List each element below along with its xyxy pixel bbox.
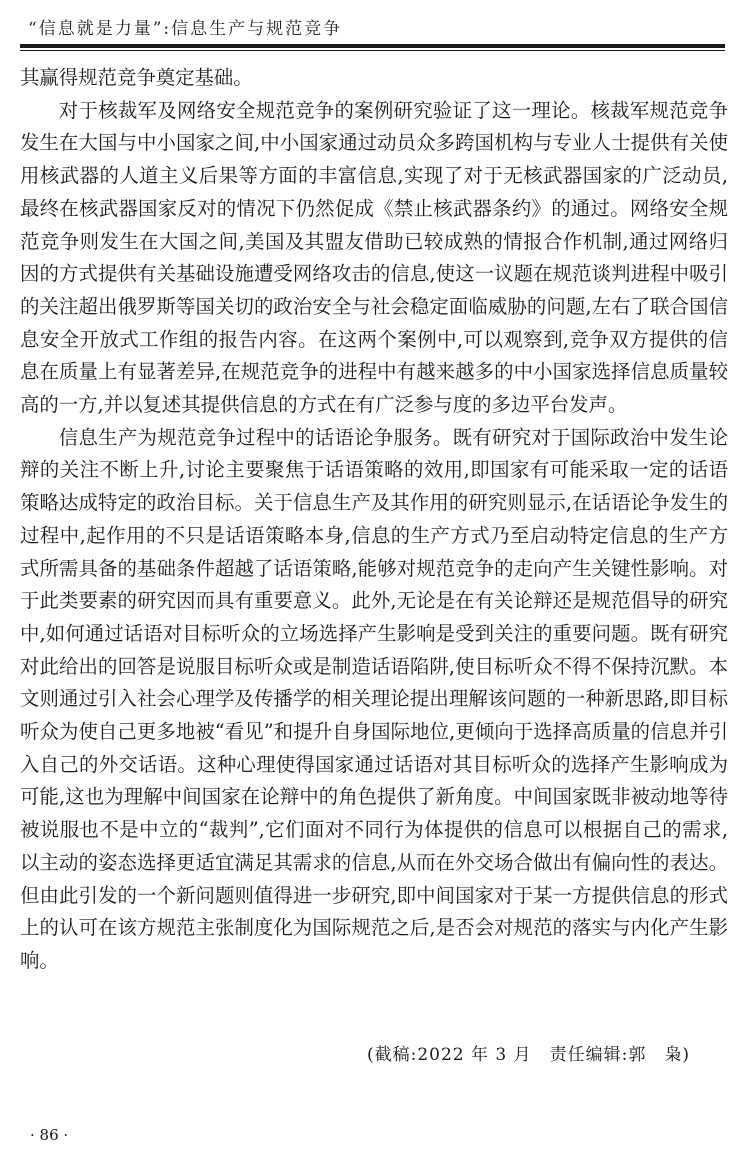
header-rule-thick bbox=[20, 44, 725, 48]
page-number: · 86 · bbox=[30, 1126, 69, 1144]
paragraph-continuation: 其赢得规范竞争奠定基础。 bbox=[20, 66, 253, 89]
header-rule-thin bbox=[20, 50, 725, 51]
paragraph-discourse: 信息生产为规范竞争过程中的话语论争服务。既有研究对于国际政治中发生论辩的关注不断上升,讨论主要聚焦于话语策略的效用,即国家有可能采取一定的话语策略达成特定的政治目标。关于信息生产及其作用的研究则显示,在话语论争发生的过程中,起作用的不只是话语策略本身,信息的生产方式乃至启动特定信息的生产方式所需具备的基础条件超越了话语策略,能够对规范竞争的走向产生关键性影响。对于此类要素的研究因而具有重要意义。此外,无论是在有关论辩还是规范倡导的研究中,如何通过话语对目标听众的立场选择产生影响是受到关注的重要问题。既有研究对此给出的回答是说服目标听众或是制造话语陷阱,使目标听众不得不保持沉默。本文则通过引入社会心理学及传播学的相关理论提出理解该问题的一种新思路,即目标听众为使自己更多地被“看见”和提升自身国际地位,更倾向于选择高质量的信息并引入自己的外交话语。这种心理使得国家通过话语对其目标听众的选择产生影响成为可能,这也为理解中间国家在论辩中的角色提供了新角度。中间国家既非被动地等待被说服也不是中立的“裁判”,它们面对不同行为体提供的信息可以根据自己的需求,以主动的姿态选择更适宜满足其需求的信息,从而在外交场合做出有偏向性的表达。但由此引发的一个新问题则值得进一步研究,即中间国家对于某一方提供信息的形式上的认可在该方规范主张制度化为国际规范之后,是否会对规范的落实与内化产生影响。 bbox=[20, 425, 728, 972]
running-head-title: “信息就是力量”:信息生产与规范竞争 bbox=[28, 19, 343, 39]
article-body bbox=[20, 62, 728, 978]
received-date-editor-note: (截稿:2022 年 3 月 责任编辑:郭 枭) bbox=[366, 1045, 690, 1065]
paragraph-case-studies: 对于核裁军及网络安全规范竞争的案例研究验证了这一理论。核裁军规范竞争发生在大国与中小国家之间,中小国家通过动员众多跨国机构与专业人士提供有关使用核武器的人道主义后果等方面的丰富信息,实现了对于无核武器国家的广泛动员,最终在核武器国家反对的情况下仍然促成《禁止核武器条约》的通过。网络安全规范竞争则发生在大国之间,美国及其盟友借助已较成熟的情报合作机制,通过网络归因的方式提供有关基础设施遭受网络攻击的信息,使这一议题在规范谈判进程中吸引的关注超出俄罗斯等国关切的政治安全与社会稳定面临威胁的问题,左右了联合国信息安全开放式工作组的报告内容。在这两个案例中,可以观察到,竞争双方提供的信息在质量上有显著差异,在规范竞争的进程中有越来越多的中小国家选择信息质量较高的一方,并以复述其提供信息的方式在有广泛参与度的多边平台发声。 bbox=[20, 98, 728, 417]
